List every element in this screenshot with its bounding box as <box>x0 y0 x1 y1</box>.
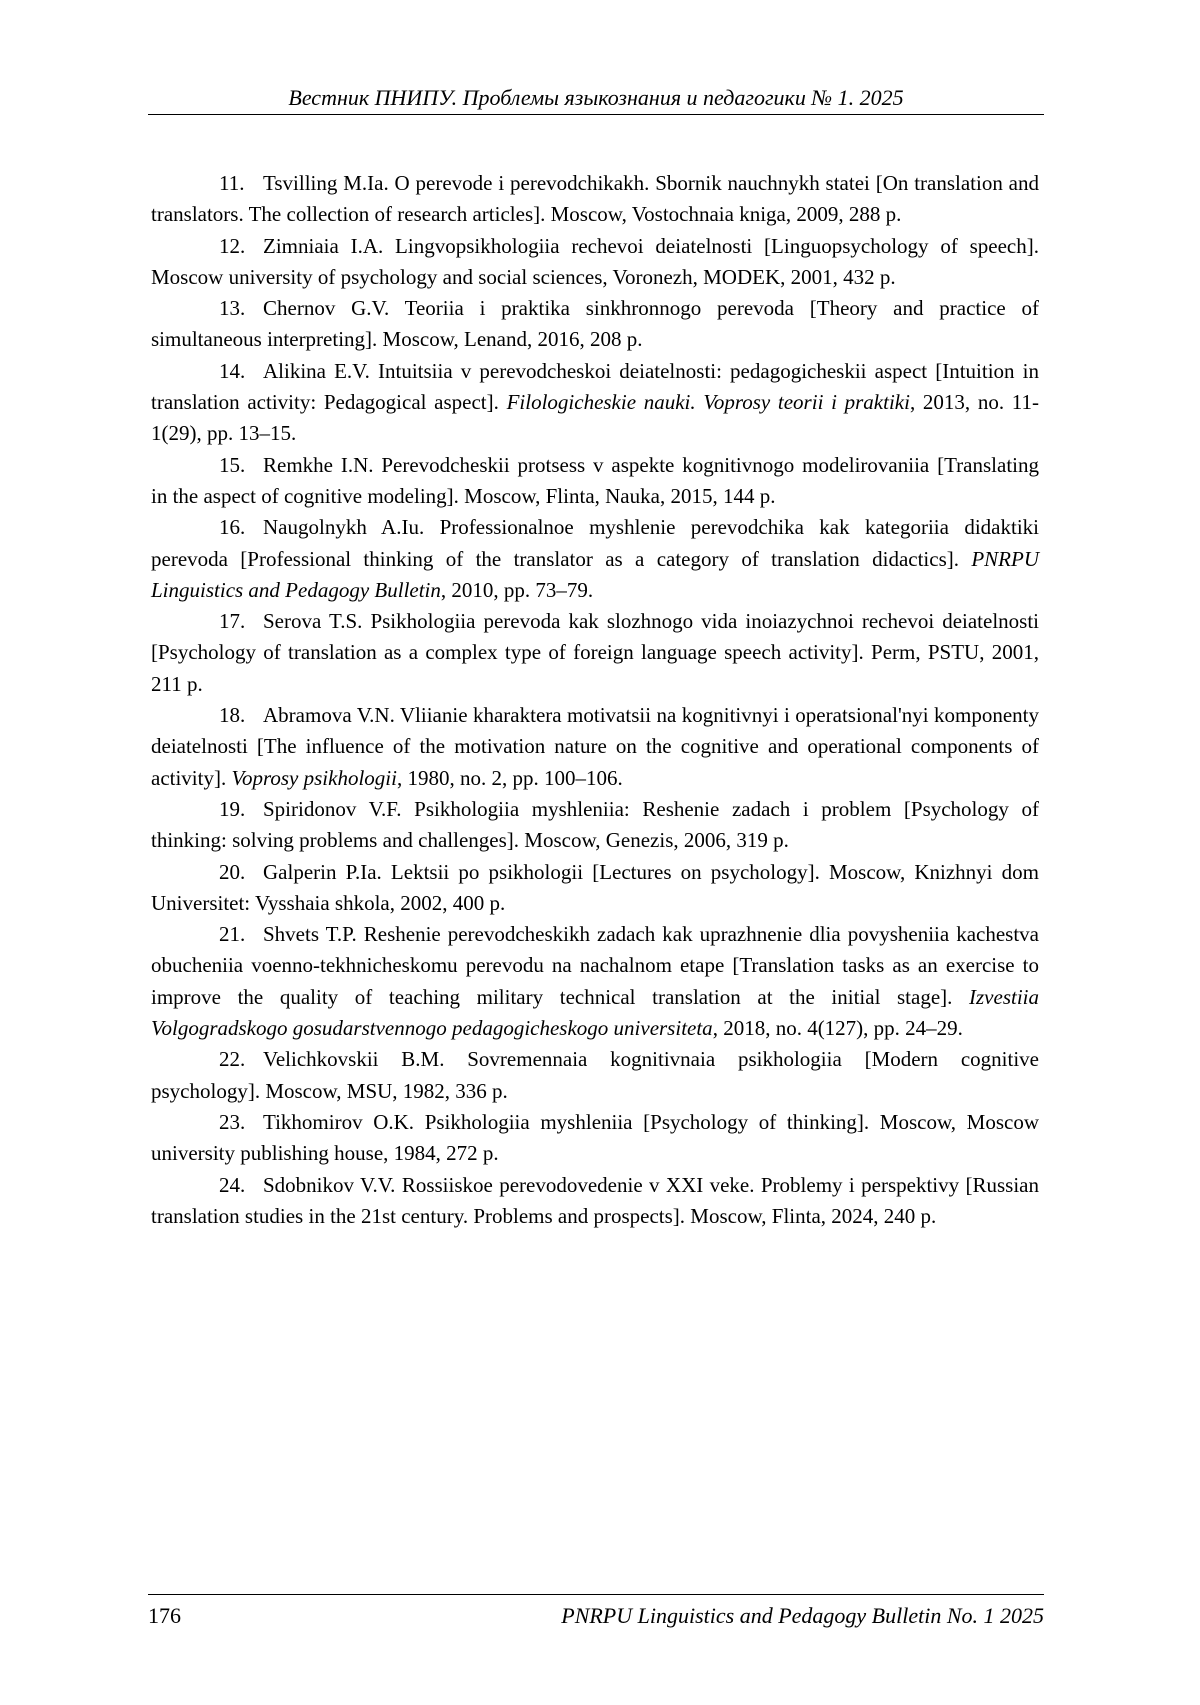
reference-number: 11. <box>219 168 263 199</box>
reference-item-20 <box>151 857 1039 920</box>
reference-number: 18. <box>219 700 263 731</box>
reference-item-18 <box>151 700 1039 794</box>
reference-item-15 <box>151 450 1039 513</box>
reference-details: , 2013, no. 11-1(29), pp. 13–15. <box>151 390 1039 445</box>
reference-text: Spiridonov V.F. Psikhologiia myshleniia: Reshenie zadach i problem [Psy­chology of thinking: solving problems and challenges]. Moscow, Genezis, 2006, 319 p. <box>151 797 1039 852</box>
reference-item-23 <box>151 1107 1039 1170</box>
reference-number: 23. <box>219 1107 263 1138</box>
reference-item-21 <box>151 919 1039 1044</box>
reference-number: 22. <box>219 1044 263 1075</box>
reference-venue: Voprosy psikhologii <box>231 766 396 790</box>
reference-item-17 <box>151 606 1039 700</box>
reference-text: Abramova V.N. Vliianie kharaktera motivatsii na kognitivnyi i operatsional'nyi komponenty deiatelnosti [The influence of the motivation nature on the cognitive and oper­ational components of activity]. <box>151 703 1039 790</box>
reference-text: Naugolnykh A.Iu. Professionalnoe myshlenie perevodchika kak kategoriia did­aktiki perevoda [Professional thinking of the translator as a category of translation didac­tics]. <box>151 515 1039 570</box>
reference-item-16 <box>151 512 1039 606</box>
reference-text: Alikina E.V. Intuitsiia v perevodcheskoi deiatelnosti: pedagogicheskii aspect [Intuition in translation activity: Pedagogical aspect]. <box>151 359 1039 414</box>
reference-text: Chernov G.V. Teoriia i praktika sinkhronnogo perevoda [Theory and practice of simultaneous interpreting]. Moscow, Lenand, 2016, 208 p. <box>151 296 1039 351</box>
reference-number: 19. <box>219 794 263 825</box>
reference-number: 14. <box>219 356 263 387</box>
reference-item-24 <box>151 1170 1039 1233</box>
reference-number: 17. <box>219 606 263 637</box>
reference-number: 15. <box>219 450 263 481</box>
reference-text: Tsvilling M.Ia. O perevode i perevodchikakh. Sbornik nauchnykh statei [On translation and translators. The collection of research articles]. Moscow, Vostochnaia kni­ga, 2009, 288 p. <box>151 171 1039 226</box>
reference-text: Tikhomirov O.K. Psikhologiia myshleniia [Psychology of thinking]. Moscow, Moscow university publishing house, 1984, 272 p. <box>151 1110 1039 1165</box>
reference-item-14 <box>151 356 1039 450</box>
reference-item-22 <box>151 1044 1039 1107</box>
reference-number: 13. <box>219 293 263 324</box>
reference-item-19 <box>151 794 1039 857</box>
reference-number: 12. <box>219 231 263 262</box>
running-header: Вестник ПНИПУ. Проблемы языкознания и педагогики № 1. 2025 <box>148 84 1044 112</box>
reference-venue: Izvestiia Volgogradskogo gosudarstvennogo pedagogicheskogo universi­teta <box>151 985 1039 1040</box>
page-number: 176 <box>148 1602 181 1630</box>
reference-text: Remkhe I.N. Perevodcheskii protsess v aspekte kognitivnogo modelirovaniia [Translating in the aspect of cognitive modeling]. Moscow, Flinta, Nauka, 2015, 144 p. <box>151 453 1039 508</box>
reference-text: Zimniaia I.A. Lingvopsikhologiia rechevoi deiatelnosti [Linguopsychology of speech]. Moscow university of psychology and social sciences, Voronezh, MODEK, 2001, 432 p. <box>151 234 1039 289</box>
footer-journal-title: PNRPU Linguistics and Pedagogy Bulletin No. 1 2025 <box>561 1602 1044 1630</box>
reference-number: 16. <box>219 512 263 543</box>
reference-item-13 <box>151 293 1039 356</box>
reference-venue: PNRPU Linguistics and Pedagogy Bulletin <box>151 547 1039 602</box>
reference-details: , 2010, pp. 73–79. <box>441 578 593 602</box>
reference-list <box>151 168 1039 1232</box>
reference-text: Sdobnikov V.V. Rossiiskoe perevodovedenie v XXI veke. Problemy i perspek­tivy [Russian translation studies in the 21st century. Problems and prospects]. Moscow, Flinta, 2024, 240 p. <box>151 1173 1039 1228</box>
reference-text: Shvets T.P. Reshenie perevodcheskikh zadach kak uprazhnenie dlia povyshe­niia kachestva obucheniia voenno-tekhnicheskomu perevodu na nachalnom etape [Transla­tion tasks as an exercise to improve the quality of teaching military technical translation at the initial stage]. <box>151 922 1039 1009</box>
header-divider <box>148 114 1044 115</box>
reference-number: 21. <box>219 919 263 950</box>
reference-venue: Filologicheskie nauki. Voprosy teorii i praktiki <box>507 390 910 414</box>
reference-details: , 2018, no. 4(127), pp. 24–29. <box>713 1016 963 1040</box>
reference-text: Serova T.S. Psikhologiia perevoda kak slozhnogo vida inoiazychnoi rechevoi deiatelnosti [Psychology of translation as a complex type of foreign language speech activi­ty]. Perm, PSTU, 2001, 211 p. <box>151 609 1039 696</box>
footer-divider <box>148 1594 1044 1595</box>
reference-number: 20. <box>219 857 263 888</box>
reference-item-12 <box>151 231 1039 294</box>
reference-text: Velichkovskii B.M. Sovremennaia kognitivnaia psikhologiia [Modern cogni­tive psychology]. Moscow, MSU, 1982, 336 p. <box>151 1047 1039 1102</box>
reference-number: 24. <box>219 1170 263 1201</box>
journal-page <box>0 0 1200 1705</box>
reference-text: Galperin P.Ia. Lektsii po psikhologii [Lectures on psychology]. Moscow, Knizhnyi dom Universitet: Vysshaia shkola, 2002, 400 p. <box>151 860 1039 915</box>
reference-item-11 <box>151 168 1039 231</box>
reference-details: , 1980, no. 2, pp. 100–106. <box>397 766 623 790</box>
